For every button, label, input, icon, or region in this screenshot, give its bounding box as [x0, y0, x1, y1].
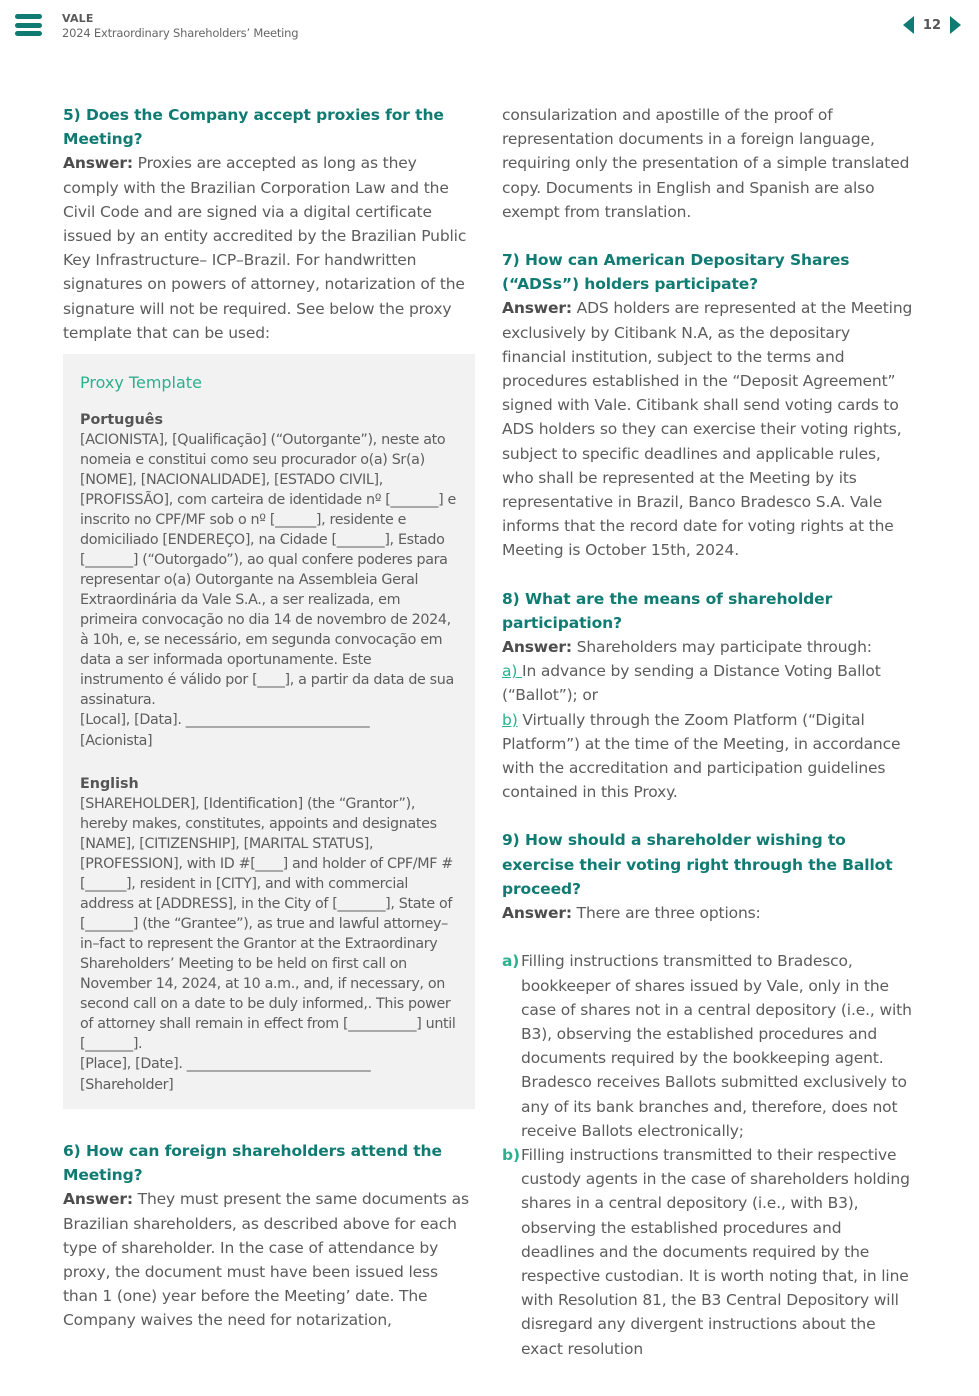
- answer-body: They must present the same documents as Brazilian shareholders, as described above for each type of shareholder. In the case of attendance by proxy, the document must have been issued less than 1 (one) year before the Meeting’ date. The Company waives the need for notarization,: [63, 1190, 469, 1330]
- portuguese-signature-line: [Local], [Data]. ___________________________: [80, 712, 370, 729]
- question-heading: 7) How can American Depositary Shares (“ADSs”) holders participate?: [502, 251, 850, 294]
- participation-option-b: [502, 708, 916, 805]
- english-proxy-text: [SHAREHOLDER], [Identification] (the “Grantor”), hereby makes, constitutes, appoints and designates [NAME], [CITIZENSHIP], [MARITAL STATUS], [PROFESSION], with ID #[____] and holder of CPF/MF # [______], resident in [CITY], and with commercial address at [ADDRESS], in the City of [_______], State of [_______] (the “Grantee”), as true and lawful attorney–in–fact to represent the Grantor at the Extraordinary Shareholders’ Meeting to be held on first call on November 14, 2024, at 10 a.m., and, if necessary, on second call on a date to be duly informed,. This power of attorney shall remain in effect from [__________] until [_______].: [80, 796, 456, 1053]
- left-column: [63, 103, 475, 1333]
- faq-question-9: [502, 828, 916, 1360]
- answer-body: Shareholders may participate through:: [571, 638, 872, 657]
- participation-option-a: [502, 659, 916, 707]
- option-text: In advance by sending a Distance Voting Ballot (“Ballot”); or: [502, 662, 881, 705]
- page-number: 12: [922, 17, 941, 33]
- faq-question-7: [502, 248, 916, 563]
- english-label: English: [80, 776, 139, 793]
- option-text: Virtually through the Zoom Platform (“Digital Platform”) at the time of the Meeting, in accordance with the accreditation and participation guidelines contained in this Proxy.: [502, 710, 901, 802]
- document-subtitle: 2024 Extraordinary Shareholders’ Meeting: [62, 26, 299, 40]
- portuguese-label: Português: [80, 412, 163, 429]
- ballot-option-a: [502, 949, 916, 1143]
- proxy-template-title: Proxy Template: [80, 373, 202, 393]
- answer-body: Proxies are accepted as long as they comply with the Brazilian Corporation Law and the Civil Code and are signed via a digital certificate issued by an entity accredited by the Brazilian Public Key Infrastructure– ICP–Brazil. For handwritten signatures on powers of attorney, notarization of the signature will not be required. See below the proxy template that can be used:: [63, 154, 467, 342]
- question-heading: 5) Does the Company accept proxies for the Meeting?: [63, 106, 444, 149]
- answer-text: [502, 296, 916, 562]
- triangle-left-icon[interactable]: [903, 16, 914, 34]
- page-header: [0, 0, 979, 50]
- list-marker: b): [502, 1145, 520, 1164]
- answer-body: There are three options:: [571, 904, 761, 923]
- answer-continuation: consularization and apostille of the proof of representation documents in a foreign language, requiring only the presentation of a simple translated copy. Documents in English and Spanish are also exempt from translation.: [502, 106, 910, 221]
- answer-text: [502, 901, 916, 925]
- triangle-right-icon[interactable]: [950, 16, 961, 34]
- english-signature-line: [Place], [Date]. ___________________________: [80, 1056, 371, 1073]
- answer-label: Answer:: [502, 638, 572, 657]
- answer-text: [63, 151, 475, 345]
- answer-body: ADS holders are represented at the Meeting exclusively by Citibank N.A, as the depositary financial institution, subject to the terms and procedures established in the “Deposit Agreement” signed with Vale. Citibank shall send voting cards to ADS holders so they can exercise their voting rights, subject to specific deadlines and applicable rules, who shall be represented at the Meeting by its representative in Brazil, Banco Bradesco S.A. Vale informs that the record date for voting rights at the Meeting is October 15th, 2024.: [502, 299, 913, 560]
- faq-question-6: [63, 1139, 475, 1333]
- option-text: Filling instructions transmitted to Bradesco, bookkeeper of shares issued by Vale, only in the case of shares not in a central depository (i.e., with B3), observing the established procedures and documents required by the bookkeeping agent. Bradesco receives Ballots submitted exclusively to any of its bank branches and, therefore, does not receive Ballots electronically;: [521, 952, 912, 1140]
- answer-label: Answer:: [63, 1190, 133, 1209]
- ballot-option-b: [502, 1143, 916, 1361]
- portuguese-signer: [Acionista]: [80, 733, 153, 750]
- answer-label: Answer:: [63, 154, 133, 173]
- page-navigation: [903, 16, 961, 34]
- faq-question-8: [502, 587, 916, 805]
- question-heading: 9) How should a shareholder wishing to exercise their voting right through the Ballot proceed?: [502, 831, 893, 898]
- brand-name: VALE: [62, 12, 94, 25]
- proxy-template-box: [63, 354, 475, 1109]
- answer-label: Answer:: [502, 299, 572, 318]
- hamburger-menu-icon[interactable]: [15, 14, 42, 40]
- english-signer: [Shareholder]: [80, 1077, 174, 1094]
- answer-label: Answer:: [502, 904, 572, 923]
- faq-question-5: [63, 103, 475, 345]
- document-brand: [62, 12, 298, 41]
- question-heading: 6) How can foreign shareholders attend the Meeting?: [63, 1142, 442, 1185]
- question-heading: 8) What are the means of shareholder participation?: [502, 589, 833, 632]
- answer-text: [63, 1187, 475, 1332]
- list-marker: a): [502, 952, 520, 971]
- portuguese-proxy-text: [ACIONISTA], [Qualificação] (“Outorgante”), neste ato nomeia e constitui como seu procurador o(a) Sr(a) [NOME], [NACIONALIDADE], [ESTADO CIVIL], [PROFISSÃO], com carteira de identidade nº [_______] e inscrito no CPF/MF sob o nº [______], residente e domiciliado [ENDEREÇO], na Cidade [_______], Estado [_______] (“Outorgado”), ao qual confere poderes para representar o(a) Outorgante na Assembleia Geral Extraordinária da Vale S.A., a ser realizada, em primeira convocação no dia 14 de novembro de 2024, à 10h, e, se necessário, em segunda convocação em data a ser informada oportunamente. Este instrumento é válido por [____], a partir da data de sua assinatura.: [80, 432, 456, 709]
- right-column: [502, 103, 916, 1361]
- option-text: Filling instructions transmitted to their respective custody agents in the case of shareholders holding shares in a central depository (i.e., with B3), observing the established procedures and deadlines and the documents required by the respective custodian. It is worth noting that, in line with Resolution 81, the B3 Central Depository will disregard any divergent instructions about the exact resolution: [521, 1145, 910, 1358]
- option-b-link[interactable]: b): [502, 710, 518, 729]
- option-a-link[interactable]: a): [502, 662, 523, 681]
- answer-text: [502, 635, 916, 659]
